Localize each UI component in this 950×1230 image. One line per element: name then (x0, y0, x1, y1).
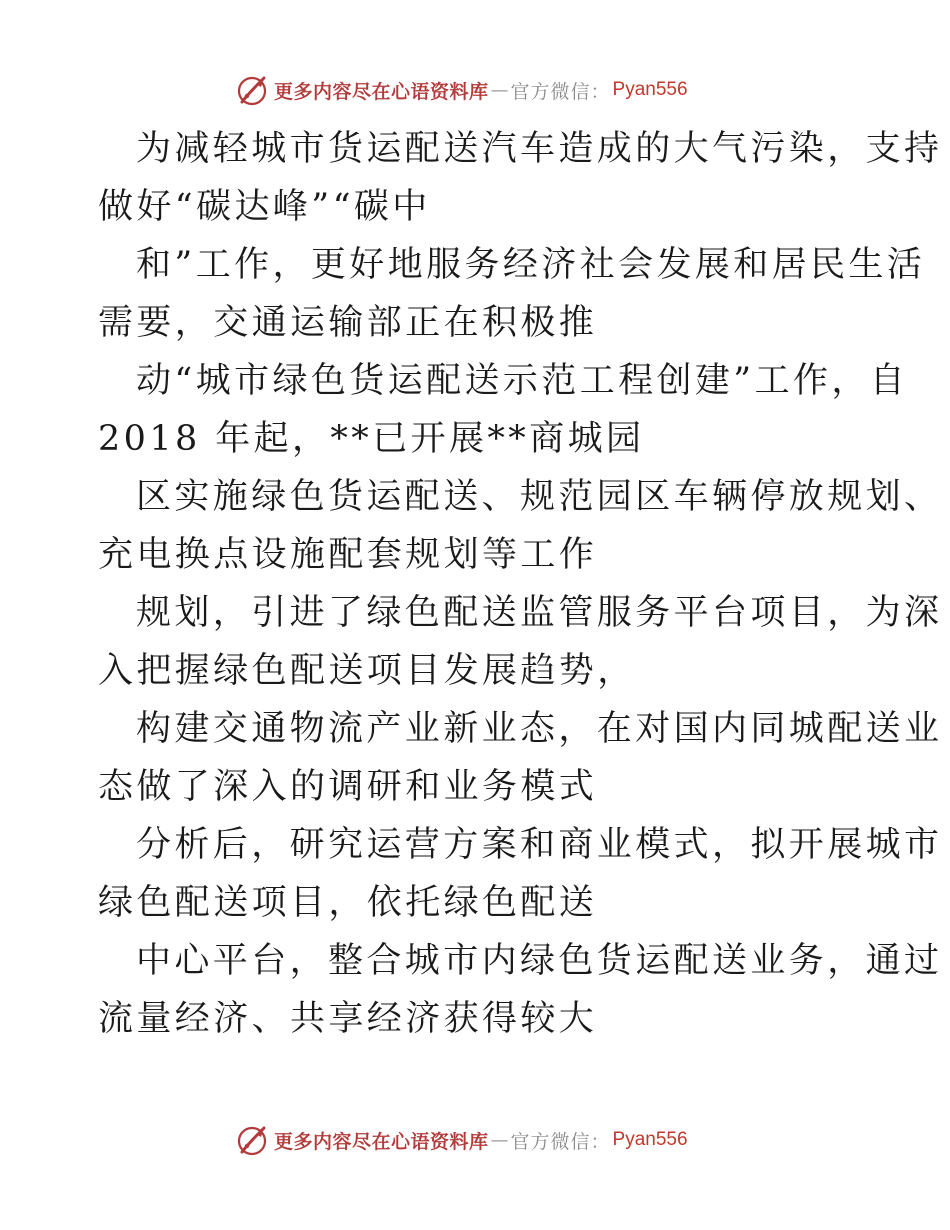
paragraph-line: 2018 年起，**已开展**商城园 (98, 419, 645, 459)
header-brand-text: 更多内容尽在心语资料库 (274, 80, 489, 103)
header-wechat-id: Pyan556 (612, 79, 688, 100)
paragraph-line: 流量经济、共享经济获得较大 (98, 999, 598, 1039)
footer-watermark (234, 1122, 688, 1158)
paragraph-line: 入把握绿色配送项目发展趋势， (98, 651, 636, 691)
header-watermark (234, 72, 688, 108)
paragraph-line: 构建交通物流产业新业态，在对国内同城配送业 (136, 709, 943, 749)
document-body (98, 120, 943, 1048)
paragraph-line: 做好“碳达峰”“碳中 (98, 187, 431, 227)
footer-wechat-label: 官方微信： (510, 1130, 611, 1153)
paragraph-line: 绿色配送项目，依托绿色配送 (98, 883, 598, 923)
footer-separator: — (490, 1129, 509, 1151)
paragraph-line: 和”工作，更好地服务经济社会发展和居民生活 (136, 245, 926, 285)
paragraph-line: 需要，交通运输部正在积极推 (98, 303, 598, 343)
paragraph-line: 规划，引进了绿色配送监管服务平台项目，为深 (136, 593, 943, 633)
footer-brand-text: 更多内容尽在心语资料库 (274, 1130, 489, 1153)
paragraph-line: 态做了深入的调研和业务模式 (98, 767, 598, 807)
paragraph-line: 区实施绿色货运配送、规范园区车辆停放规划、 (136, 477, 943, 517)
paragraph-line: 为减轻城市货运配送汽车造成的大气污染，支持 (136, 129, 943, 169)
paragraph-line: 动“城市绿色货运配送示范工程创建”工作，自 (136, 361, 909, 401)
header-wechat-label: 官方微信： (510, 80, 611, 103)
paragraph-line: 分析后，研究运营方案和商业模式，拟开展城市 (136, 825, 943, 865)
brush-circle-logo-icon (234, 1122, 270, 1158)
brush-circle-logo-icon (234, 72, 270, 108)
header-separator: — (490, 79, 509, 101)
paragraph-line: 中心平台，整合城市内绿色货运配送业务，通过 (136, 941, 943, 981)
paragraph-line: 充电换点设施配套规划等工作 (98, 535, 598, 575)
footer-wechat-id: Pyan556 (612, 1129, 688, 1150)
